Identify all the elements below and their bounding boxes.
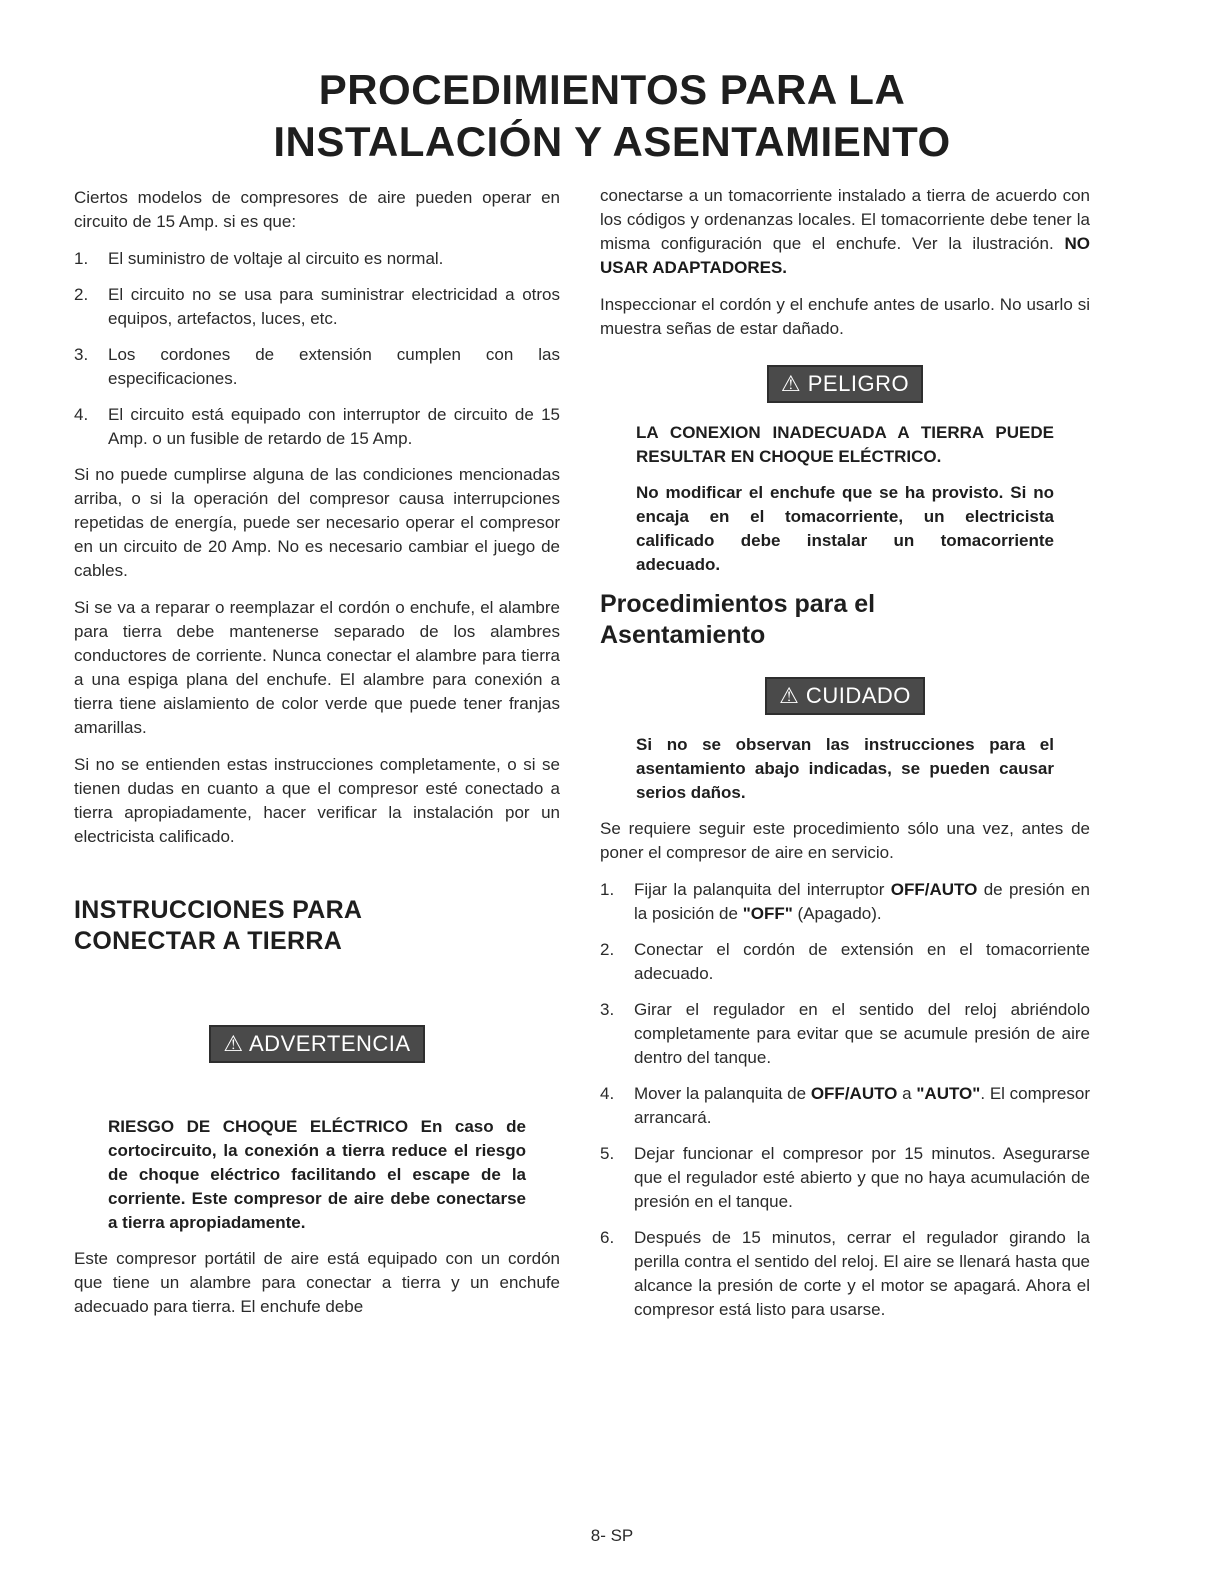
title-line-2: INSTALACIÓN Y ASENTAMIENTO xyxy=(273,118,951,165)
steps-list xyxy=(600,878,1090,1322)
list-item: 5. Dejar funcionar el compresor por 15 minutos. Asegurarse que el regulador esté abierto y que no haya acumulación de presión en el tanque. xyxy=(600,1144,1090,1211)
paragraph: Se requiere seguir este procedimiento sólo una vez, antes de poner el compresor de aire en servicio. xyxy=(600,819,1090,862)
left-column xyxy=(74,186,560,1332)
danger-badge: ⚠ PELIGRO xyxy=(767,365,923,403)
conditions-list xyxy=(74,247,560,451)
paragraph: Este compresor portátil de aire está equipado con un cordón que tiene un alambre para conectar a tierra y un enchufe adecuado para tierra. El enchufe debe xyxy=(74,1249,560,1316)
warning-badge: ⚠ ADVERTENCIA xyxy=(209,1025,424,1063)
page-title xyxy=(0,64,1224,168)
paragraph: Inspeccionar el cordón y el enchufe antes de usarlo. No usarlo si muestra señas de estar dañado. xyxy=(600,295,1090,338)
paragraph: Si no se entienden estas instrucciones completamente, o si se tienen dudas en cuanto a que el compresor esté conectado a tierra apropiadamente, hacer verificar la instalación por un electricista calificado. xyxy=(74,755,560,846)
title-line-1: PROCEDIMIENTOS PARA LA xyxy=(318,66,906,113)
list-item: 1. Fijar la palanquita del interruptor OFF/AUTO de presión en la posición de "OFF" (Apagado). xyxy=(600,880,1090,923)
warning-text: RIESGO DE CHOQUE ELÉCTRICO En caso de cortocircuito, la conexión a tierra reduce el riesgo de choque eléctrico facilitando el escape de la corriente. Este compresor de aire debe conectarse a tierra apropiadamente. xyxy=(108,1117,526,1232)
intro-paragraph: Ciertos modelos de compresores de aire pueden operar en circuito de 15 Amp. si es que: xyxy=(74,188,560,231)
list-item: 3. Girar el regulador en el sentido del reloj abriéndolo completamente para evitar que se acumule presión de aire dentro del tanque. xyxy=(600,1000,1090,1067)
list-item: 6. Después de 15 minutos, cerrar el regulador girando la perilla contra el sentido del reloj. El aire se llenará hasta que alcance la presión de corte y el motor se apagará. Ahora el compresor está listo para usarse. xyxy=(600,1228,1090,1319)
caution-text: Si no se observan las instrucciones para el asentamiento abajo indicadas, se pueden causar serios daños. xyxy=(636,735,1054,802)
seating-heading: Procedimientos para el Asentamiento xyxy=(600,590,876,649)
paragraph: Si se va a reparar o reemplazar el cordón o enchufe, el alambre para tierra debe mantenerse separado de los alambres conductores de corriente. Nunca conectar el alambre para tierra a una espiga plana del enchufe. El alambre para conexión a tierra tiene aislamiento de color verde que puede tener franjas amarillas. xyxy=(74,598,560,737)
list-item: 3. Los cordones de extensión cumplen con las especificaciones. xyxy=(74,345,560,388)
caution-block xyxy=(600,733,1090,805)
grounding-heading: INSTRUCCIONES PARA CONECTAR A TIERRA xyxy=(74,896,363,955)
danger-block xyxy=(600,421,1090,577)
danger-badge-wrap xyxy=(600,365,1090,403)
right-column xyxy=(600,184,1090,1334)
list-item: 4. Mover la palanquita de OFF/AUTO a "AUTO". El compresor arrancará. xyxy=(600,1084,1090,1127)
warning-block xyxy=(74,1115,560,1235)
danger-text: LA CONEXION INADECUADA A TIERRA PUEDE RESULTAR EN CHOQUE ELÉCTRICO. xyxy=(636,423,1054,466)
caution-badge: ⚠ CUIDADO xyxy=(765,677,925,715)
danger-text: No modificar el enchufe que se ha provisto. Si no encaja en el tomacorriente, un electricista calificado debe instalar un tomacorriente adecuado. xyxy=(636,483,1054,574)
list-item: 4. El circuito está equipado con interruptor de circuito de 15 Amp. o un fusible de retardo de 15 Amp. xyxy=(74,405,560,448)
list-item: 2. Conectar el cordón de extensión en el tomacorriente adecuado. xyxy=(600,940,1090,983)
warning-badge-wrap xyxy=(74,1025,560,1063)
caution-badge-wrap xyxy=(600,677,1090,715)
list-item: 2. El circuito no se usa para suministrar electricidad a otros equipos, artefactos, luces, etc. xyxy=(74,285,560,328)
page-number: 8- SP xyxy=(590,1526,634,1545)
paragraph: Si no puede cumplirse alguna de las condiciones mencionadas arriba, o si la operación del compresor causa interrupciones repetidas de energía, puede ser necesario operar el compresor en un circuito de 20 Amp. No es necesario cambiar el juego de cables. xyxy=(74,465,560,580)
list-item: 1. El suministro de voltaje al circuito es normal. xyxy=(74,249,444,268)
paragraph: conectarse a un tomacorriente instalado a tierra de acuerdo con los códigos y ordenanzas locales. El tomacorriente debe tener la misma configuración que el enchufe. Ver la ilustración. NO USAR ADAPTADORES. xyxy=(600,186,1090,277)
